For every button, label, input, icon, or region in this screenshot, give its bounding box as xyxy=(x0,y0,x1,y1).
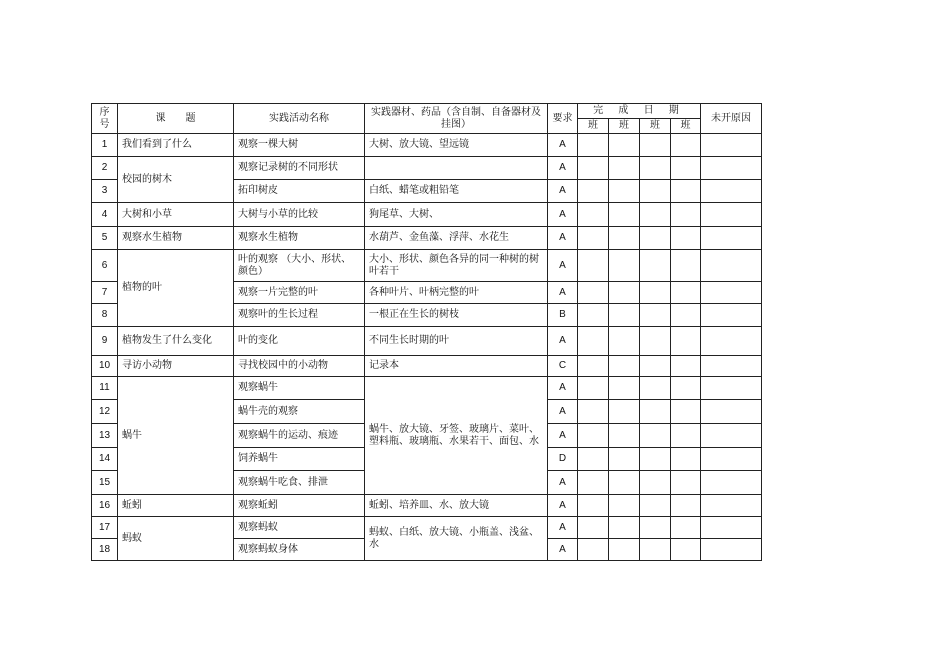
not-done-reason-cell[interactable] xyxy=(701,495,762,517)
completion-date-cell-2[interactable] xyxy=(609,424,640,448)
completion-date-cell-3[interactable] xyxy=(640,327,671,356)
completion-date-cell-1[interactable] xyxy=(578,377,609,400)
table-row xyxy=(92,227,762,250)
completion-date-cell-4[interactable] xyxy=(671,327,701,356)
completion-date-cell-3[interactable] xyxy=(640,356,671,377)
requirement-cell: A xyxy=(548,471,578,495)
materials-cell: 大小、形状、颜色各异的同一种树的树叶若干 xyxy=(365,250,548,282)
row-number: 17 xyxy=(92,517,118,539)
table-row xyxy=(92,250,762,282)
row-number: 3 xyxy=(92,180,118,203)
activity-cell: 观察蚂蚁 xyxy=(234,517,365,539)
activity-cell: 观察记录树的不同形状 xyxy=(234,157,365,180)
activity-cell: 拓印树皮 xyxy=(234,180,365,203)
completion-date-cell-2[interactable] xyxy=(609,250,640,282)
row-number: 8 xyxy=(92,304,118,327)
materials-cell: 各种叶片、叶柄完整的叶 xyxy=(365,282,548,304)
completion-date-cell-1[interactable] xyxy=(578,495,609,517)
completion-date-cell-3[interactable] xyxy=(640,134,671,157)
completion-date-cell-1[interactable] xyxy=(578,539,609,561)
experiment-record-table xyxy=(91,103,762,561)
completion-date-cell-3[interactable] xyxy=(640,495,671,517)
row-number: 12 xyxy=(92,400,118,424)
not-done-reason-cell[interactable] xyxy=(701,400,762,424)
completion-date-cell-1[interactable] xyxy=(578,424,609,448)
not-done-reason-cell[interactable] xyxy=(701,134,762,157)
activity-cell: 观察蜗牛吃食、排泄 xyxy=(234,471,365,495)
row-number: 6 xyxy=(92,250,118,282)
completion-date-cell-2[interactable] xyxy=(609,134,640,157)
not-done-reason-cell[interactable] xyxy=(701,250,762,282)
requirement-cell: A xyxy=(548,517,578,539)
completion-date-cell-1[interactable] xyxy=(578,180,609,203)
requirement-cell: A xyxy=(548,227,578,250)
completion-date-cell-3[interactable] xyxy=(640,250,671,282)
header-class-1: 班 xyxy=(578,119,609,134)
row-number: 11 xyxy=(92,377,118,400)
materials-cell: 不同生长时期的叶 xyxy=(365,327,548,356)
completion-date-cell-2[interactable] xyxy=(609,377,640,400)
materials-cell: 水葫芦、金鱼藻、浮萍、水花生 xyxy=(365,227,548,250)
activity-cell: 大树与小草的比较 xyxy=(234,203,365,227)
topic-cell: 校园的树木 xyxy=(118,157,234,203)
completion-date-cell-4[interactable] xyxy=(671,134,701,157)
requirement-cell: A xyxy=(548,250,578,282)
completion-date-cell-3[interactable] xyxy=(640,377,671,400)
table-row xyxy=(92,134,762,157)
row-number: 10 xyxy=(92,356,118,377)
row-number: 18 xyxy=(92,539,118,561)
completion-date-cell-2[interactable] xyxy=(609,356,640,377)
completion-date-cell-3[interactable] xyxy=(640,517,671,539)
header-activity: 实践活动名称 xyxy=(234,104,365,134)
activity-cell: 蜗牛壳的观察 xyxy=(234,400,365,424)
completion-date-cell-3[interactable] xyxy=(640,539,671,561)
completion-date-cell-4[interactable] xyxy=(671,203,701,227)
materials-cell xyxy=(365,157,548,180)
requirement-cell: B xyxy=(548,304,578,327)
requirement-cell: A xyxy=(548,180,578,203)
completion-date-cell-2[interactable] xyxy=(609,495,640,517)
completion-date-cell-1[interactable] xyxy=(578,400,609,424)
materials-cell: 蚂蚁、白纸、放大镜、小瓶盖、浅盆、水 xyxy=(365,517,548,561)
requirement-cell: A xyxy=(548,282,578,304)
header-seq: 序号 xyxy=(92,104,118,134)
completion-date-cell-2[interactable] xyxy=(609,157,640,180)
not-done-reason-cell[interactable] xyxy=(701,448,762,471)
row-number: 14 xyxy=(92,448,118,471)
completion-date-cell-2[interactable] xyxy=(609,539,640,561)
completion-date-cell-4[interactable] xyxy=(671,227,701,250)
materials-cell: 蚯蚓、培养皿、水、放大镜 xyxy=(365,495,548,517)
completion-date-cell-2[interactable] xyxy=(609,471,640,495)
completion-date-cell-1[interactable] xyxy=(578,448,609,471)
completion-date-cell-4[interactable] xyxy=(671,471,701,495)
header-topic: 课 题 xyxy=(118,104,234,134)
header-class-4: 班 xyxy=(671,119,701,134)
not-done-reason-cell[interactable] xyxy=(701,539,762,561)
completion-date-cell-4[interactable] xyxy=(671,304,701,327)
activity-cell: 寻找校园中的小动物 xyxy=(234,356,365,377)
requirement-cell: A xyxy=(548,327,578,356)
completion-date-cell-2[interactable] xyxy=(609,517,640,539)
completion-date-cell-4[interactable] xyxy=(671,517,701,539)
topic-cell: 寻访小动物 xyxy=(118,356,234,377)
requirement-cell: A xyxy=(548,203,578,227)
completion-date-cell-1[interactable] xyxy=(578,227,609,250)
activity-cell: 观察水生植物 xyxy=(234,227,365,250)
requirement-cell: A xyxy=(548,134,578,157)
topic-cell: 植物的叶 xyxy=(118,250,234,327)
row-number: 4 xyxy=(92,203,118,227)
completion-date-cell-1[interactable] xyxy=(578,327,609,356)
row-number: 15 xyxy=(92,471,118,495)
materials-cell: 狗尾草、大树、 xyxy=(365,203,548,227)
requirement-cell: D xyxy=(548,448,578,471)
completion-date-cell-4[interactable] xyxy=(671,180,701,203)
topic-cell: 蜗牛 xyxy=(118,377,234,495)
header-class-2: 班 xyxy=(609,119,640,134)
requirement-cell: A xyxy=(548,157,578,180)
completion-date-cell-2[interactable] xyxy=(609,304,640,327)
materials-cell: 记录本 xyxy=(365,356,548,377)
topic-cell: 观察水生植物 xyxy=(118,227,234,250)
completion-date-cell-2[interactable] xyxy=(609,448,640,471)
activity-cell: 饲养蜗牛 xyxy=(234,448,365,471)
row-number: 13 xyxy=(92,424,118,448)
not-done-reason-cell[interactable] xyxy=(701,377,762,400)
not-done-reason-cell[interactable] xyxy=(701,471,762,495)
not-done-reason-cell[interactable] xyxy=(701,424,762,448)
completion-date-cell-4[interactable] xyxy=(671,377,701,400)
requirement-cell: A xyxy=(548,495,578,517)
completion-date-cell-4[interactable] xyxy=(671,157,701,180)
topic-cell: 蚯蚓 xyxy=(118,495,234,517)
topic-cell: 蚂蚁 xyxy=(118,517,234,561)
completion-date-cell-1[interactable] xyxy=(578,282,609,304)
activity-cell: 观察蜗牛 xyxy=(234,377,365,400)
completion-date-cell-2[interactable] xyxy=(609,327,640,356)
topic-cell: 大树和小草 xyxy=(118,203,234,227)
activity-cell: 观察蚂蚁身体 xyxy=(234,539,365,561)
topic-cell: 植物发生了什么变化 xyxy=(118,327,234,356)
activity-cell: 叶的变化 xyxy=(234,327,365,356)
completion-date-cell-4[interactable] xyxy=(671,400,701,424)
completion-date-cell-2[interactable] xyxy=(609,203,640,227)
completion-date-cell-3[interactable] xyxy=(640,304,671,327)
activity-cell: 观察蜗牛的运动、痕迹 xyxy=(234,424,365,448)
not-done-reason-cell[interactable] xyxy=(701,282,762,304)
completion-date-cell-3[interactable] xyxy=(640,471,671,495)
completion-date-cell-3[interactable] xyxy=(640,400,671,424)
not-done-reason-cell[interactable] xyxy=(701,157,762,180)
requirement-cell: A xyxy=(548,377,578,400)
completion-date-cell-2[interactable] xyxy=(609,180,640,203)
not-done-reason-cell[interactable] xyxy=(701,203,762,227)
row-number: 5 xyxy=(92,227,118,250)
not-done-reason-cell[interactable] xyxy=(701,227,762,250)
materials-cell: 蜗牛、放大镜、牙签、玻璃片、菜叶、塑料瓶、玻璃瓶、水果若干、面包、水 xyxy=(365,377,548,495)
completion-date-cell-3[interactable] xyxy=(640,180,671,203)
not-done-reason-cell[interactable] xyxy=(701,327,762,356)
completion-date-cell-3[interactable] xyxy=(640,227,671,250)
not-done-reason-cell[interactable] xyxy=(701,356,762,377)
completion-date-cell-3[interactable] xyxy=(640,157,671,180)
not-done-reason-cell[interactable] xyxy=(701,517,762,539)
completion-date-cell-1[interactable] xyxy=(578,157,609,180)
activity-cell: 叶的观察 （大小、形状、颜色） xyxy=(234,250,365,282)
completion-date-cell-1[interactable] xyxy=(578,304,609,327)
completion-date-cell-1[interactable] xyxy=(578,471,609,495)
table-row xyxy=(92,495,762,517)
completion-date-cell-4[interactable] xyxy=(671,250,701,282)
header-not-done-reason: 未开原因 xyxy=(701,104,762,134)
header-materials: 实践器材、药品（含自制、自备器材及挂图） xyxy=(365,104,548,134)
completion-date-cell-1[interactable] xyxy=(578,203,609,227)
completion-date-cell-3[interactable] xyxy=(640,282,671,304)
materials-cell: 白纸、蜡笔或粗铅笔 xyxy=(365,180,548,203)
activity-cell: 观察一棵大树 xyxy=(234,134,365,157)
activity-cell: 观察蚯蚓 xyxy=(234,495,365,517)
activity-cell: 观察一片完整的叶 xyxy=(234,282,365,304)
row-number: 2 xyxy=(92,157,118,180)
completion-date-cell-2[interactable] xyxy=(609,400,640,424)
completion-date-cell-1[interactable] xyxy=(578,356,609,377)
completion-date-cell-2[interactable] xyxy=(609,282,640,304)
requirement-cell: A xyxy=(548,539,578,561)
requirement-cell: A xyxy=(548,400,578,424)
activity-cell: 观察叶的生长过程 xyxy=(234,304,365,327)
completion-date-cell-4[interactable] xyxy=(671,495,701,517)
header-requirement: 要求 xyxy=(548,104,578,134)
completion-date-cell-1[interactable] xyxy=(578,250,609,282)
completion-date-cell-3[interactable] xyxy=(640,203,671,227)
completion-date-cell-1[interactable] xyxy=(578,134,609,157)
table-row xyxy=(92,157,762,180)
header-class-3: 班 xyxy=(640,119,671,134)
completion-date-cell-4[interactable] xyxy=(671,282,701,304)
row-number: 7 xyxy=(92,282,118,304)
requirement-cell: A xyxy=(548,424,578,448)
table-row xyxy=(92,377,762,400)
completion-date-cell-2[interactable] xyxy=(609,227,640,250)
table-row xyxy=(92,203,762,227)
topic-cell: 我们看到了什么 xyxy=(118,134,234,157)
materials-cell: 一根正在生长的树枝 xyxy=(365,304,548,327)
table-row xyxy=(92,517,762,539)
not-done-reason-cell[interactable] xyxy=(701,180,762,203)
row-number: 9 xyxy=(92,327,118,356)
not-done-reason-cell[interactable] xyxy=(701,304,762,327)
completion-date-cell-4[interactable] xyxy=(671,356,701,377)
header-completion-date: 完 成 日 期 xyxy=(578,104,701,119)
completion-date-cell-4[interactable] xyxy=(671,448,701,471)
requirement-cell: C xyxy=(548,356,578,377)
row-number: 16 xyxy=(92,495,118,517)
completion-date-cell-3[interactable] xyxy=(640,424,671,448)
completion-date-cell-1[interactable] xyxy=(578,517,609,539)
materials-cell: 大树、放大镜、望远镜 xyxy=(365,134,548,157)
row-number: 1 xyxy=(92,134,118,157)
completion-date-cell-3[interactable] xyxy=(640,448,671,471)
completion-date-cell-4[interactable] xyxy=(671,539,701,561)
table-row xyxy=(92,327,762,356)
completion-date-cell-4[interactable] xyxy=(671,424,701,448)
table-row xyxy=(92,356,762,377)
